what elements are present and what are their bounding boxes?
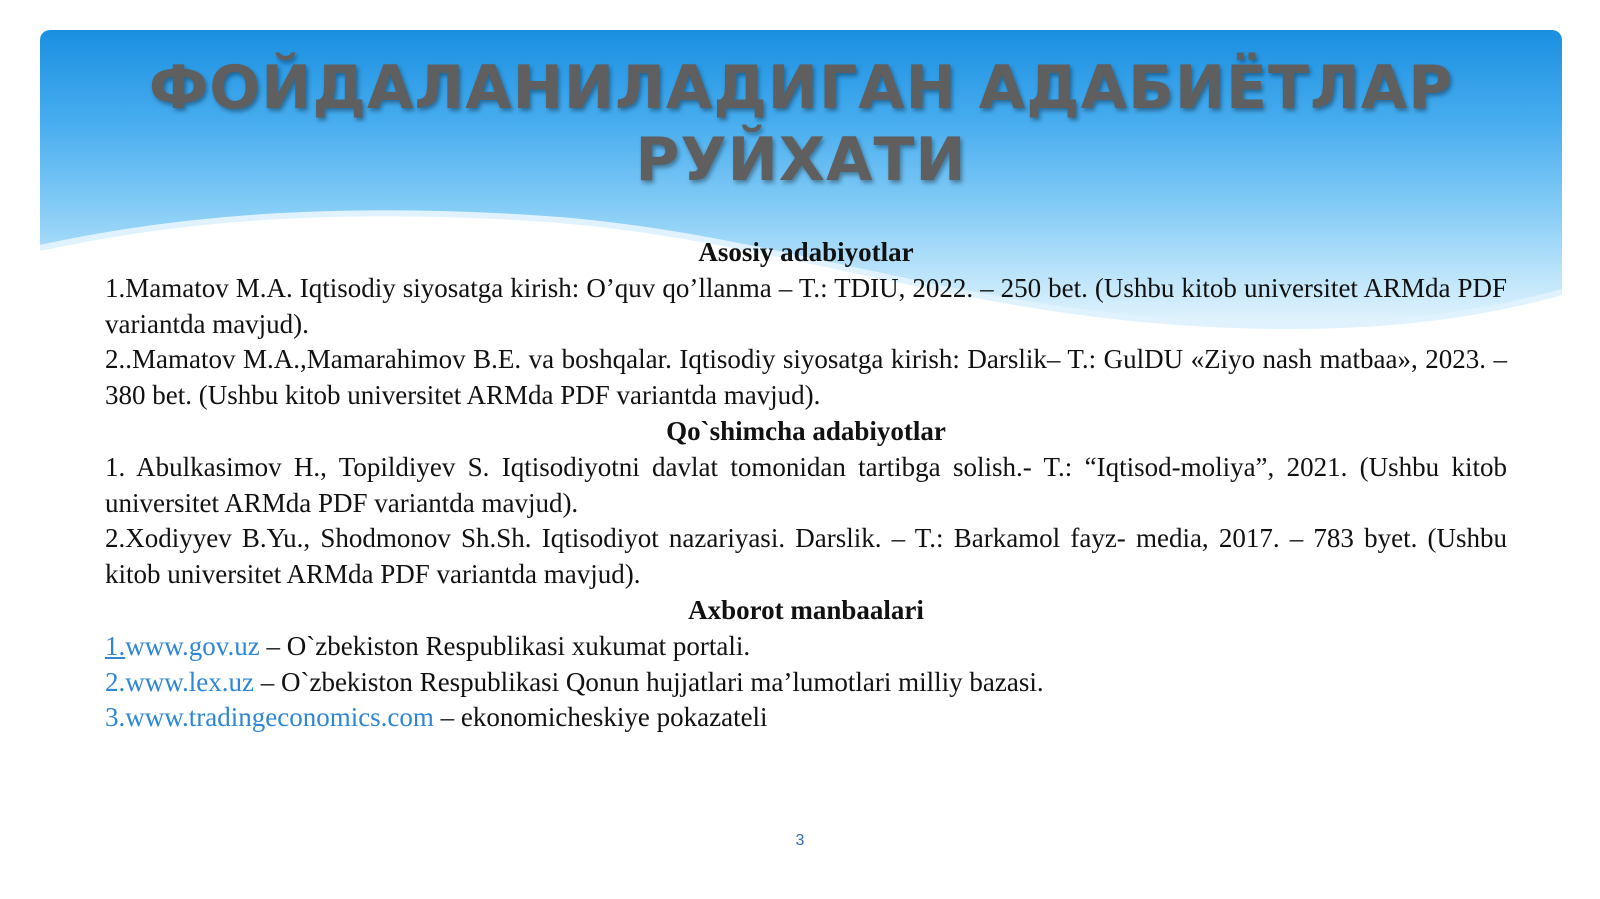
source-number-1[interactable]: 1.	[105, 630, 126, 661]
source-text-2: – O`zbekiston Respublikasi Qonun hujjatlari ma’lumotlari milliy bazasi.	[253, 666, 1044, 697]
source-text-3: – ekonomicheskiye pokazateli	[433, 702, 768, 733]
source-number-3[interactable]: 3.	[105, 702, 126, 733]
additional-literature-item-1: 1. Abulkasimov H., Topildiyev S. Iqtisodiyotni davlat tomonidan tartibga solish.- T.: “Iqtisod-moliya”, 2021. (Ushbu kitob universitet ARMda PDF variantda mavjud).	[105, 451, 1507, 518]
title-line-2: РУЙХАТИ	[635, 125, 967, 195]
additional-literature-heading: Qo`shimcha adabiyotlar	[666, 415, 946, 446]
source-item-2	[105, 665, 1507, 701]
information-sources-heading: Axborot manbaalari	[688, 594, 924, 625]
source-link-tradingeconomics[interactable]: www.tradingeconomics.com	[125, 702, 434, 733]
content-body	[105, 235, 1507, 736]
title-line-1: ФОЙДАЛАНИЛАДИГАН АДАБИЁТЛАР	[148, 53, 1454, 123]
source-item-3	[105, 700, 1507, 736]
slide-title	[40, 52, 1562, 196]
main-literature-item-1: 1.Mamatov M.A. Iqtisodiy siyosatga kirish: O’quv qo’llanma – T.: TDIU, 2022. – 250 bet. (Ushbu kitob universitet ARMda PDF variantda mavjud).	[105, 272, 1507, 339]
page-number: 3	[795, 832, 805, 849]
source-item-1	[105, 629, 1507, 665]
main-literature-heading: Asosiy adabiyotlar	[698, 237, 914, 267]
source-text-1: – O`zbekiston Respublikasi xukumat portali.	[259, 630, 751, 661]
source-link-lex-uz[interactable]: www.lex.uz	[125, 666, 254, 697]
additional-literature-item-2: 2.Xodiyyev B.Yu., Shodmonov Sh.Sh. Iqtisodiyot nazariyasi. Darslik. – T.: Barkamol fayz- media, 2017. – 783 byet. (Ushbu kitob universitet ARMda PDF variantda mavjud).	[105, 523, 1507, 590]
source-number-2[interactable]: 2.	[105, 666, 126, 697]
main-literature-item-2: 2..Mamatov M.A.,Mamarahimov B.E. va boshqalar. Iqtisodiy siyosatga kirish: Darslik– T.: GulDU «Ziyo nash matbaa», 2023. – 380 bet. (Ushbu kitob universitet ARMda PDF variantda mavjud).	[105, 344, 1507, 411]
source-link-gov-uz[interactable]: www.gov.uz	[125, 630, 260, 661]
